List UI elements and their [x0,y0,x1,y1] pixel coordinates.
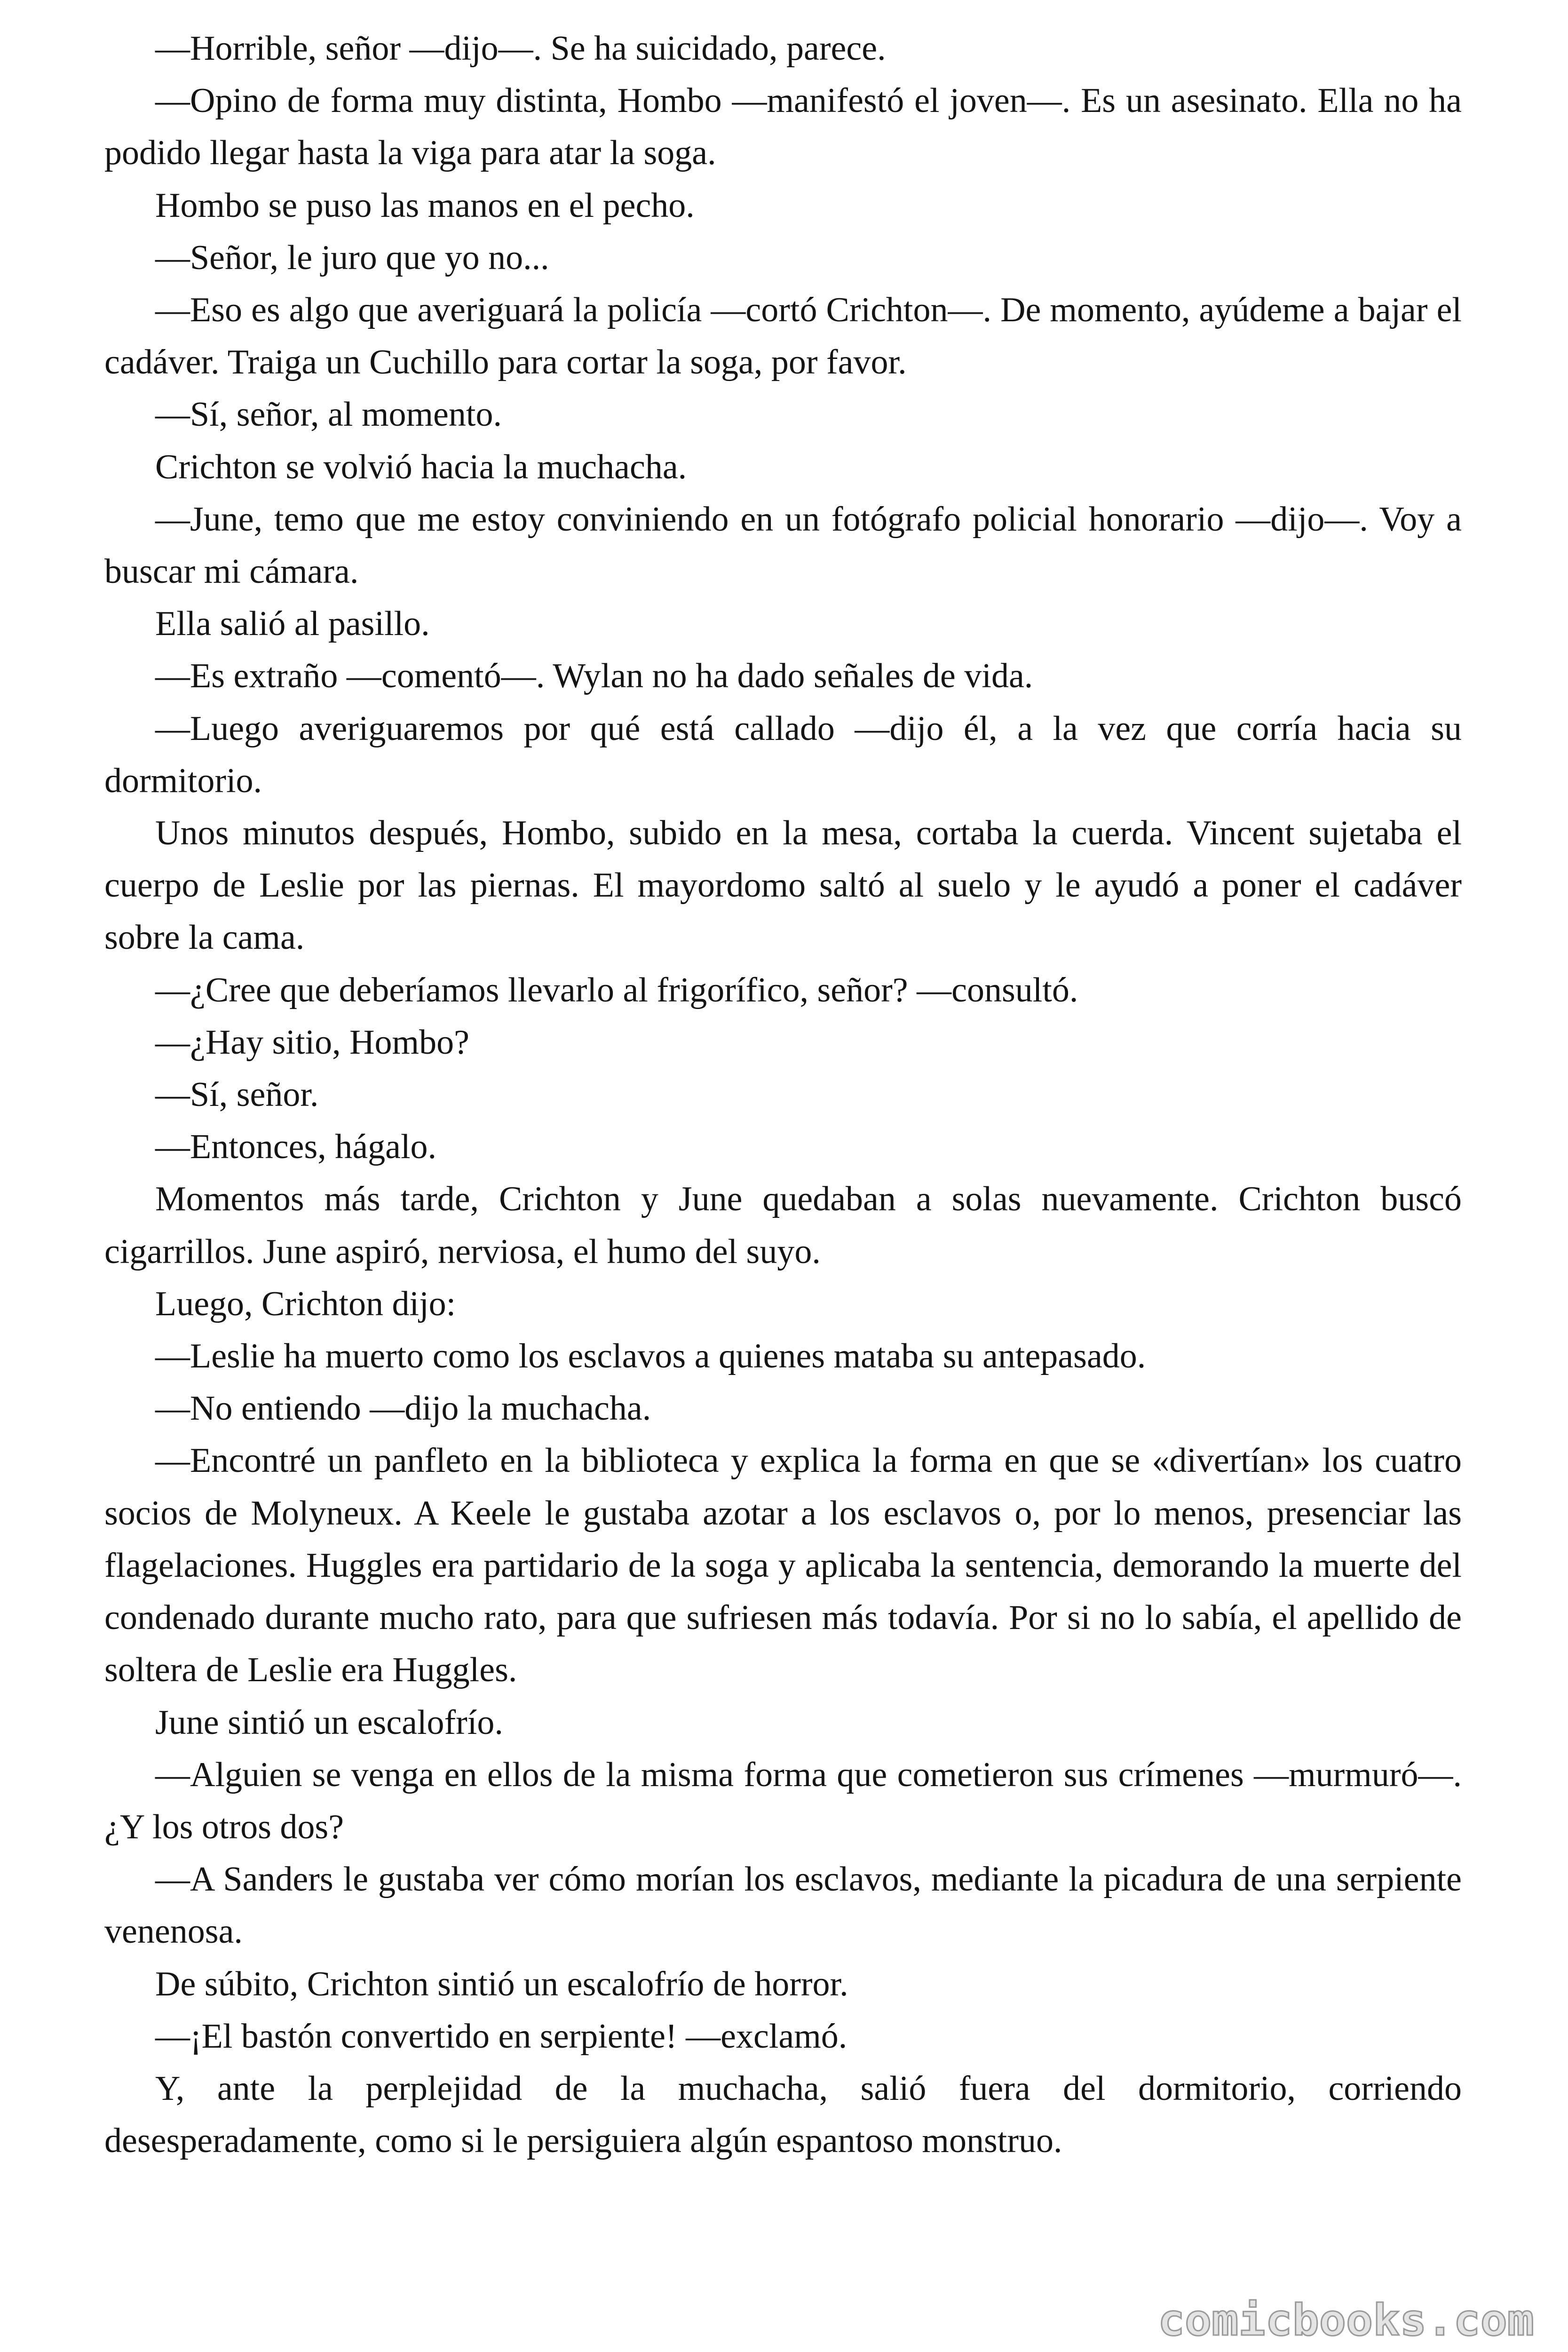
paragraph: Ella salió al pasillo. [155,604,430,644]
watermark-logo [1153,2298,1539,2345]
paragraph: June sintió un escalofrío. [155,1703,503,1742]
paragraph: —Encontré un panfleto en la biblioteca y explica la forma en que se «divertían» los cuatro socios de Molyneux. A Keele le gustaba azotar a los esclavos o, por lo menos, presenciar las flagelaciones. Huggles era partidario de la soga y aplicaba la sentencia, demorando la muerte del condenado durante mucho rato, para que sufriesen más todavía. Por si no lo sabía, el apellido de soltera de Leslie era Huggles. [104,1441,1462,1690]
paragraph: —Entonces, hágalo. [155,1128,436,1167]
paragraph: —Opino de forma muy distinta, Hombo —manifestó el joven—. Es un asesinato. Ella no ha podido llegar hasta la viga para atar la soga. [104,81,1462,173]
paragraph: Luego, Crichton dijo: [155,1284,456,1323]
paragraph: —Es extraño —comentó—. Wylan no ha dado señales de vida. [155,657,1033,696]
paragraph: —Sí, señor, al momento. [155,395,502,434]
paragraph: —Leslie ha muerto como los esclavos a quienes mataba su antepasado. [155,1337,1146,1376]
paragraph: Momentos más tarde, Crichton y June quedaban a solas nuevamente. Crichton buscó cigarrillos. June aspiró, nerviosa, el humo del suyo. [104,1180,1462,1271]
paragraph: —Señor, le juro que yo no... [155,238,549,277]
paragraph: —Sí, señor. [155,1075,319,1114]
paragraph: —Alguien se venga en ellos de la misma forma que cometieron sus crímenes —murmuró—. ¿Y los otros dos? [104,1755,1462,1846]
paragraph: De súbito, Crichton sintió un escalofrío de horror. [155,1964,848,2003]
paragraph: —¡El bastón convertido en serpiente! —exclamó. [155,2017,847,2056]
paragraph: —¿Cree que deberíamos llevarlo al frigorífico, señor? —consultó. [155,970,1078,1009]
paragraph: Hombo se puso las manos en el pecho. [155,186,695,225]
paragraph: Y, ante la perplejidad de la muchacha, salió fuera del dormitorio, corriendo desesperadamente, como si le persiguiera algún espantoso monstruo. [104,2069,1462,2161]
paragraph: Unos minutos después, Hombo, subido en la mesa, cortaba la cuerda. Vincent sujetaba el cuerpo de Leslie por las piernas. El mayordomo saltó al suelo y le ayudó a poner el cadáver sobre la cama. [104,814,1462,957]
paragraph: Crichton se volvió hacia la muchacha. [155,447,687,486]
paragraph: —June, temo que me estoy conviniendo en un fotógrafo policial honorario —dijo—. Voy a buscar mi cámara. [104,500,1462,591]
paragraph: —Luego averiguaremos por qué está callado —dijo él, a la vez que corría hacia su dormitorio. [104,709,1462,800]
paragraph: —No entiendo —dijo la muchacha. [155,1389,651,1428]
paragraph: —¿Hay sitio, Hombo? [155,1023,469,1062]
paragraph: —Horrible, señor —dijo—. Se ha suicidado, parece. [155,29,886,68]
book-page [104,23,1462,2167]
watermark-text: comicbooks.com [1158,2298,1534,2345]
paragraph: —A Sanders le gustaba ver cómo morían los esclavos, mediante la picadura de una serpiente venenosa. [104,1860,1462,1951]
paragraph: —Eso es algo que averiguará la policía —cortó Crichton—. De momento, ayúdeme a bajar el cadáver. Traiga un Cuchillo para cortar la soga, por favor. [104,291,1462,382]
